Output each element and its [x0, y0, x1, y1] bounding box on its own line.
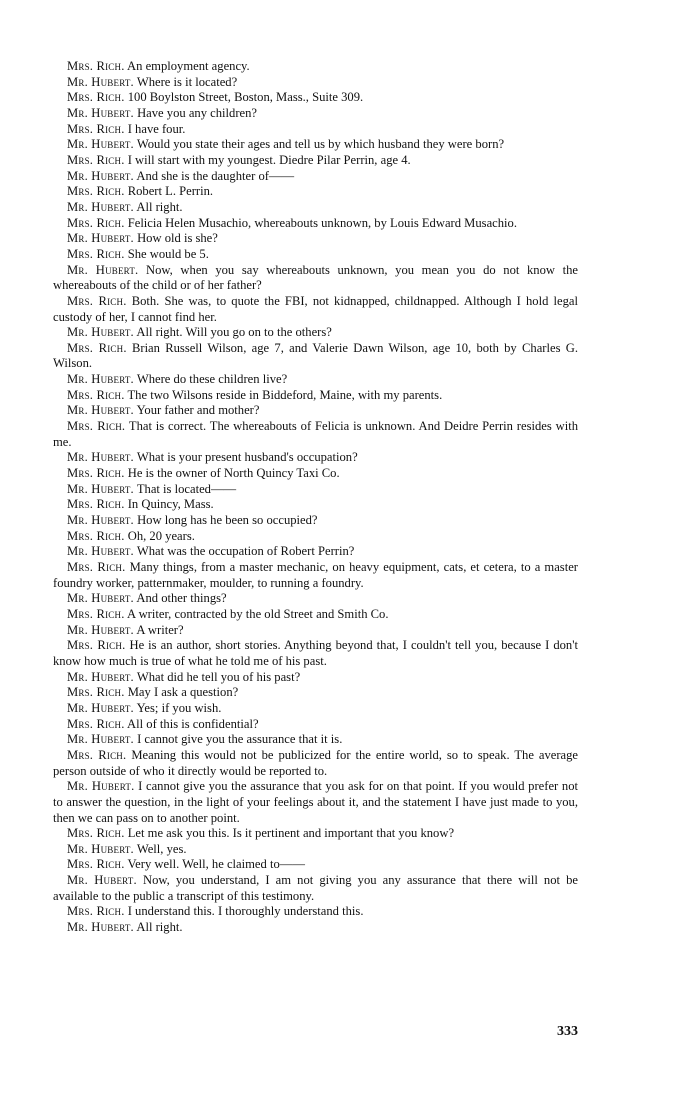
speaker-name: Mr. Hubert. — [67, 513, 134, 528]
speaker-name: Mr. Hubert. — [67, 199, 134, 214]
transcript-paragraph — [53, 701, 578, 717]
speaker-name: Mr. Hubert. — [67, 481, 134, 496]
statement-text: Your father and mother? — [136, 403, 260, 418]
speaker-name: Mrs. Rich. — [67, 466, 125, 481]
statement-text: Now, when you say whereabouts unknown, you mean you do not know the whereabouts of the child or of her father? — [53, 262, 578, 293]
speaker-name: Mrs. Rich. — [67, 497, 125, 512]
statement-text: The two Wilsons reside in Biddeford, Maine, with my parents. — [127, 387, 443, 402]
transcript-paragraph — [53, 623, 578, 639]
statement-text: All right. — [136, 920, 183, 935]
statement-text: I cannot give you the assurance that it is. — [137, 732, 343, 747]
transcript-paragraph — [53, 341, 578, 372]
statement-text: I understand this. I thoroughly understand this. — [127, 904, 364, 919]
transcript-paragraph — [53, 466, 578, 482]
statement-text: Very well. Well, he claimed to—— — [127, 857, 305, 872]
transcript-paragraph — [53, 779, 578, 826]
transcript-paragraph — [53, 732, 578, 748]
transcript-paragraph — [53, 857, 578, 873]
speaker-name: Mrs. Rich. — [67, 716, 125, 731]
statement-text: A writer, contracted by the old Street and Smith Co. — [127, 606, 389, 621]
speaker-name: Mr. Hubert. — [67, 325, 134, 340]
statement-text: All right. Will you go on to the others? — [136, 325, 332, 340]
statement-text: Meaning this would not be publicized for the entire world, so to speak. The average person outside of who it directly would be reported to. — [53, 747, 578, 778]
transcript-paragraph — [53, 169, 578, 185]
speaker-name: Mrs. Rich. — [67, 152, 125, 167]
page-number: 333 — [557, 1024, 578, 1039]
statement-text: What was the occupation of Robert Perrin? — [136, 544, 355, 559]
speaker-name: Mrs. Rich. — [67, 528, 125, 543]
speaker-name: Mr. Hubert. — [67, 700, 134, 715]
transcript-body — [53, 59, 578, 936]
statement-text: That is correct. The whereabouts of Felicia is unknown. And Deidre Perrin resides with me. — [53, 419, 578, 449]
transcript-paragraph — [53, 482, 578, 498]
transcript-paragraph — [53, 294, 578, 325]
statement-text: And other things? — [136, 591, 227, 606]
transcript-paragraph — [53, 137, 578, 153]
speaker-name: Mr. Hubert. — [67, 544, 134, 559]
speaker-name: Mrs. Rich. — [67, 184, 125, 199]
speaker-name: Mr. Hubert. — [67, 920, 134, 935]
transcript-paragraph — [53, 263, 578, 294]
statement-text: He is the owner of North Quincy Taxi Co. — [127, 466, 340, 481]
statement-text: Have you any children? — [137, 105, 258, 120]
statement-text: And she is the daughter of—— — [136, 168, 295, 183]
statement-text: She would be 5. — [127, 246, 209, 261]
statement-text: Well, yes. — [136, 841, 187, 856]
speaker-name: Mr. Hubert. — [67, 105, 134, 120]
speaker-name: Mrs. Rich. — [67, 387, 125, 402]
speaker-name: Mr. Hubert. — [67, 450, 134, 465]
statement-text: How old is she? — [137, 231, 218, 246]
speaker-name: Mrs. Rich. — [67, 90, 125, 105]
transcript-paragraph — [53, 591, 578, 607]
statement-text: All right. — [136, 199, 183, 214]
statement-text: Would you state their ages and tell us by which husband they were born? — [136, 137, 505, 152]
speaker-name: Mr. Hubert. — [67, 622, 134, 637]
transcript-paragraph — [53, 920, 578, 936]
transcript-paragraph — [53, 184, 578, 200]
transcript-paragraph — [53, 153, 578, 169]
transcript-paragraph — [53, 529, 578, 545]
speaker-name: Mr. Hubert. — [67, 137, 134, 152]
speaker-name: Mrs. Rich. — [67, 606, 125, 621]
statement-text: Brian Russell Wilson, age 7, and Valerie Dawn Wilson, age 10, both by Charles G. Wilson. — [53, 340, 578, 371]
speaker-name: Mrs. Rich. — [67, 121, 125, 136]
statement-text: Oh, 20 years. — [127, 528, 195, 543]
speaker-name: Mrs. Rich. — [67, 59, 125, 73]
statement-text: May I ask a question? — [127, 685, 239, 700]
speaker-name: Mr. Hubert. — [67, 231, 134, 246]
speaker-name: Mrs. Rich. — [67, 293, 127, 308]
speaker-name: Mr. Hubert. — [67, 669, 134, 684]
speaker-name: Mr. Hubert. — [67, 372, 134, 387]
statement-text: Both. She was, to quote the FBI, not kidnapped, childnapped. Although I hold legal custody of her, I cannot find her. — [53, 293, 578, 324]
transcript-paragraph — [53, 106, 578, 122]
transcript-paragraph — [53, 826, 578, 842]
speaker-name: Mrs. Rich. — [67, 857, 125, 872]
transcript-paragraph — [53, 90, 578, 106]
statement-text: Yes; if you wish. — [136, 700, 222, 715]
speaker-name: Mr. Hubert. — [67, 873, 137, 888]
transcript-paragraph — [53, 513, 578, 529]
speaker-name: Mr. Hubert. — [67, 403, 134, 418]
transcript-paragraph — [53, 450, 578, 466]
speaker-name: Mr. Hubert. — [67, 732, 134, 747]
speaker-name: Mr. Hubert. — [67, 168, 134, 183]
statement-text: Where is it located? — [136, 74, 238, 89]
statement-text: I will start with my youngest. Diedre Pilar Perrin, age 4. — [127, 152, 411, 167]
transcript-paragraph — [53, 216, 578, 232]
speaker-name: Mrs. Rich. — [67, 685, 125, 700]
statement-text: I have four. — [127, 121, 186, 136]
transcript-paragraph — [53, 231, 578, 247]
speaker-name: Mr. Hubert. — [67, 779, 135, 794]
statement-text: Now, you understand, I am not giving you any assurance that there will not be available to the public a transcript of this testimony. — [53, 873, 578, 903]
statement-text: Many things, from a master mechanic, on heavy equipment, cats, et cetera, to a master foundry worker, patternmaker, moulder, to running a foundry. — [53, 560, 578, 590]
statement-text: 100 Boylston Street, Boston, Mass., Suite 309. — [127, 90, 364, 105]
transcript-paragraph — [53, 670, 578, 686]
transcript-paragraph — [53, 685, 578, 701]
speaker-name: Mrs. Rich. — [67, 638, 126, 653]
statement-text: Robert L. Perrin. — [127, 184, 214, 199]
statement-text: He is an author, short stories. Anything beyond that, I couldn't tell you, because I don't know how much is true of what he told me of his past. — [53, 638, 578, 668]
speaker-name: Mrs. Rich. — [67, 340, 127, 355]
speaker-name: Mr. Hubert. — [67, 841, 134, 856]
statement-text: An employment agency. — [127, 59, 250, 73]
statement-text: Where do these children live? — [136, 372, 288, 387]
transcript-paragraph — [53, 904, 578, 920]
speaker-name: Mrs. Rich. — [67, 747, 127, 762]
transcript-paragraph — [53, 638, 578, 669]
speaker-name: Mrs. Rich. — [67, 904, 125, 919]
speaker-name: Mrs. Rich. — [67, 215, 125, 230]
transcript-paragraph — [53, 873, 578, 904]
transcript-paragraph — [53, 59, 578, 75]
speaker-name: Mrs. Rich. — [67, 560, 126, 574]
transcript-paragraph — [53, 388, 578, 404]
speaker-name: Mrs. Rich. — [67, 246, 125, 261]
transcript-paragraph — [53, 325, 578, 341]
transcript-paragraph — [53, 748, 578, 779]
transcript-paragraph — [53, 497, 578, 513]
transcript-paragraph — [53, 560, 578, 591]
statement-text: What is your present husband's occupation? — [136, 450, 358, 465]
statement-text: I cannot give you the assurance that you ask for on that point. If you would prefer not to answer the question, in the light of your feelings about it, and the statement I have just made to you, then we can pass on to another point. — [53, 779, 578, 825]
transcript-paragraph — [53, 247, 578, 263]
transcript-paragraph — [53, 544, 578, 560]
transcript-paragraph — [53, 200, 578, 216]
transcript-paragraph — [53, 75, 578, 91]
transcript-paragraph — [53, 122, 578, 138]
transcript-paragraph — [53, 372, 578, 388]
statement-text: A writer? — [136, 622, 184, 637]
transcript-paragraph — [53, 419, 578, 450]
speaker-name: Mrs. Rich. — [67, 419, 126, 434]
statement-text: How long has he been so occupied? — [137, 513, 318, 528]
transcript-paragraph — [53, 842, 578, 858]
statement-text: All of this is confidential? — [127, 716, 259, 731]
statement-text: In Quincy, Mass. — [127, 497, 214, 512]
speaker-name: Mr. Hubert. — [67, 74, 134, 89]
statement-text: What did he tell you of his past? — [136, 669, 301, 684]
transcript-paragraph — [53, 607, 578, 623]
transcript-paragraph — [53, 403, 578, 419]
transcript-paragraph — [53, 717, 578, 733]
speaker-name: Mr. Hubert. — [67, 591, 134, 606]
speaker-name: Mr. Hubert. — [67, 262, 139, 277]
statement-text: That is located—— — [136, 481, 237, 496]
statement-text: Felicia Helen Musachio, whereabouts unknown, by Louis Edward Musachio. — [127, 215, 517, 230]
statement-text: Let me ask you this. Is it pertinent and important that you know? — [127, 826, 455, 841]
speaker-name: Mrs. Rich. — [67, 826, 125, 841]
